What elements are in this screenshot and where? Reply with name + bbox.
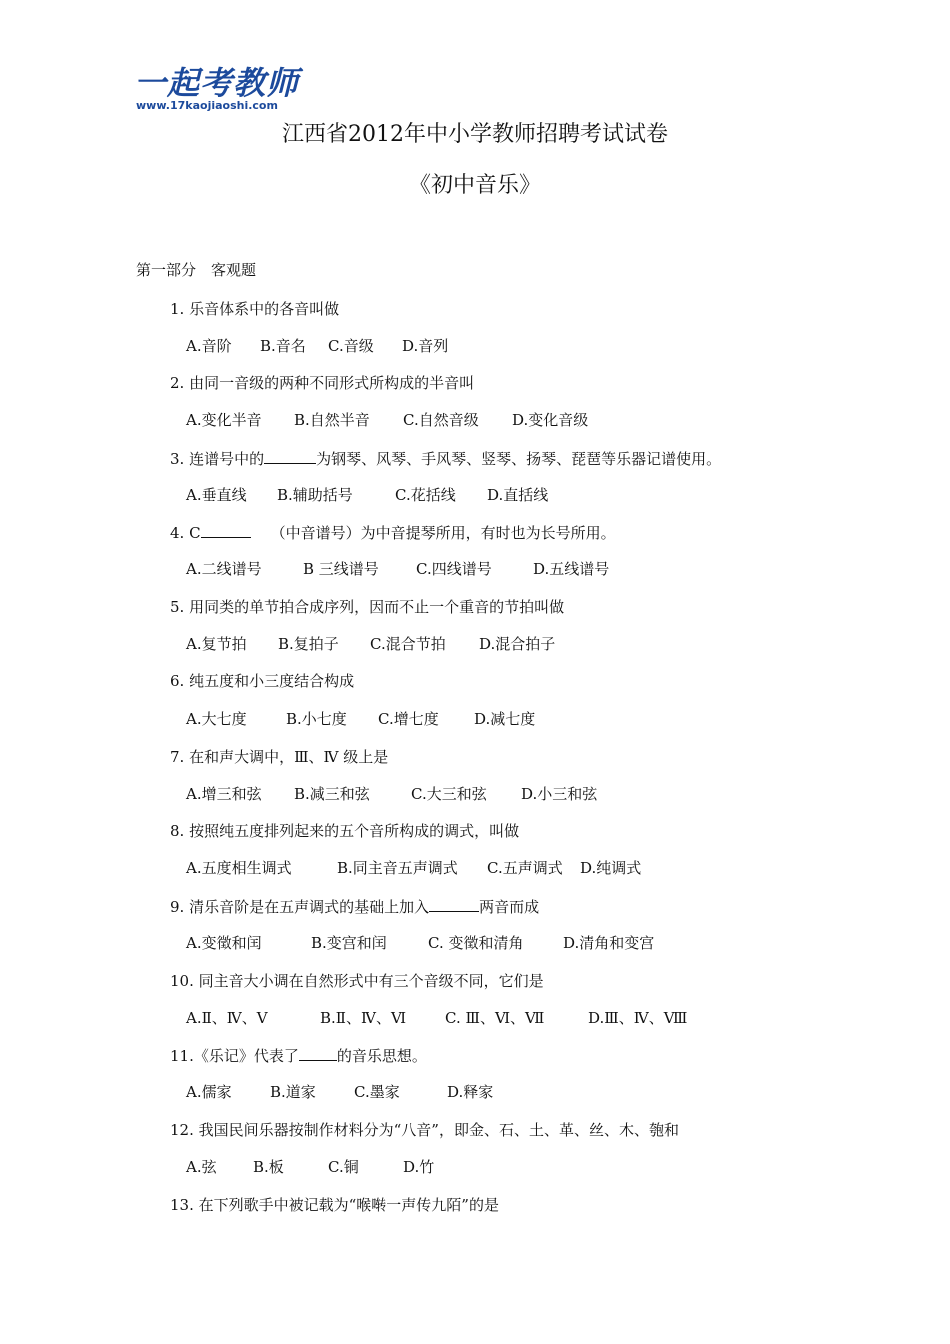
stem-text: 为钢琴、风琴、手风琴、竖琴、扬琴、琵琶等乐器记谱使用。 [316,450,722,468]
option: C. Ⅲ、Ⅵ、Ⅶ [445,1009,545,1027]
logo-url: www.17kaojiaoshi.com [136,99,278,112]
question-options [186,484,548,506]
option: B.自然半音 [294,411,370,429]
question-options [186,1156,434,1178]
question-stem: 1. 乐音体系中的各音叫做 [170,300,340,318]
option: C.墨家 [354,1083,400,1101]
section-heading: 第一部分 客观题 [136,261,257,279]
question-options [186,783,597,805]
option: C.四线谱号 [416,560,492,578]
option: B.辅助括号 [277,486,353,504]
logo [134,66,304,116]
option: A.Ⅱ、Ⅳ、Ⅴ [186,1009,268,1027]
stem-text: 两音而成 [479,898,540,916]
option: D.释家 [447,1083,494,1101]
option: B.音名 [260,337,306,355]
question-stem: 5. 用同类的单节拍合成序列，因而不止一个重音的节拍叫做 [170,598,565,616]
question-options [186,857,641,879]
question-options [186,633,555,655]
option: D.小三和弦 [521,785,598,803]
question-stem: 7. 在和声大调中，Ⅲ、Ⅳ 级上是 [170,748,389,766]
option: C.花括线 [395,486,456,504]
answer-blank [201,521,251,538]
option: C.音级 [328,337,374,355]
option: D.混合拍子 [479,635,556,653]
question-options [186,1007,687,1029]
option: C.大三和弦 [411,785,487,803]
option: B.同主音五声调式 [337,859,458,877]
question-options [186,335,448,357]
exam-subtitle: 《初中音乐》 [408,173,541,198]
option: D.音列 [402,337,449,355]
option: B.道家 [270,1083,316,1101]
option: A.复节拍 [186,635,247,653]
stem-text: 4. C [170,524,201,542]
stem-text: 9. 清乐音阶是在五声调式的基础上加入 [170,898,430,916]
question-options [186,708,535,730]
option: D.Ⅲ、Ⅳ、Ⅷ [588,1009,688,1027]
option: D.减七度 [474,710,536,728]
stem-text: 11.《乐记》代表了 [170,1047,299,1065]
option: A.增三和弦 [186,785,262,803]
option: B.板 [253,1158,284,1176]
exam-title: 江西省2012年中小学教师招聘考试试卷 [282,122,668,147]
option: D.变化音级 [512,411,589,429]
option: C.混合节拍 [370,635,446,653]
question-stem: 13. 在下列歌手中被记载为“喉啭一声传九陌”的是 [170,1196,499,1214]
option: A.五度相生调式 [186,859,292,877]
question-stem [170,895,539,918]
option: C.五声调式 [487,859,563,877]
question-stem: 8. 按照纯五度排列起来的五个音所构成的调式，叫做 [170,822,520,840]
option: A.儒家 [186,1083,232,1101]
option: D.竹 [403,1158,435,1176]
question-options [186,409,588,431]
option: C.自然音级 [403,411,479,429]
option: B.小七度 [286,710,347,728]
question-options [186,932,654,954]
option: A.变化半音 [186,411,262,429]
option: D.五线谱号 [533,560,610,578]
option: A.二线谱号 [186,560,262,578]
option: B.变宫和闰 [311,934,387,952]
option: B.复拍子 [278,635,339,653]
logo-text: 一起考教师 [134,64,300,102]
answer-blank [264,447,316,464]
answer-blank [429,895,479,912]
answer-blank [299,1044,337,1061]
stem-text: 3. 连谱号中的 [170,450,265,468]
option: B.减三和弦 [294,785,370,803]
question-stem: 12. 我国民间乐器按制作材料分为“八音”，即金、石、土、革、丝、木、匏和 [170,1121,679,1139]
option: D.纯调式 [580,859,642,877]
question-stem: 2. 由同一音级的两种不同形式所构成的半音叫 [170,374,475,392]
question-options [186,558,609,580]
option: B.Ⅱ、Ⅳ、Ⅵ [320,1009,407,1027]
option: A.弦 [186,1158,217,1176]
stem-text: 的音乐思想。 [336,1047,427,1065]
question-stem: 6. 纯五度和小三度结合构成 [170,672,355,690]
option: D.直括线 [487,486,549,504]
option: C.增七度 [378,710,439,728]
question-options [186,1081,493,1103]
stem-text: （中音谱号）为中音提琴所用，有时也为长号所用。 [270,524,616,542]
question-stem [170,1044,427,1067]
question-stem [170,521,616,544]
option: A.大七度 [186,710,247,728]
option: C.铜 [328,1158,359,1176]
option: D.清角和变宫 [563,934,655,952]
option: A.垂直线 [186,486,247,504]
option: A.音阶 [186,337,232,355]
question-stem: 10. 同主音大小调在自然形式中有三个音级不同，它们是 [170,972,544,990]
option: B 三线谱号 [303,560,379,578]
option: A.变徵和闰 [186,934,262,952]
option: C. 变徵和清角 [428,934,524,952]
question-stem [170,447,721,470]
